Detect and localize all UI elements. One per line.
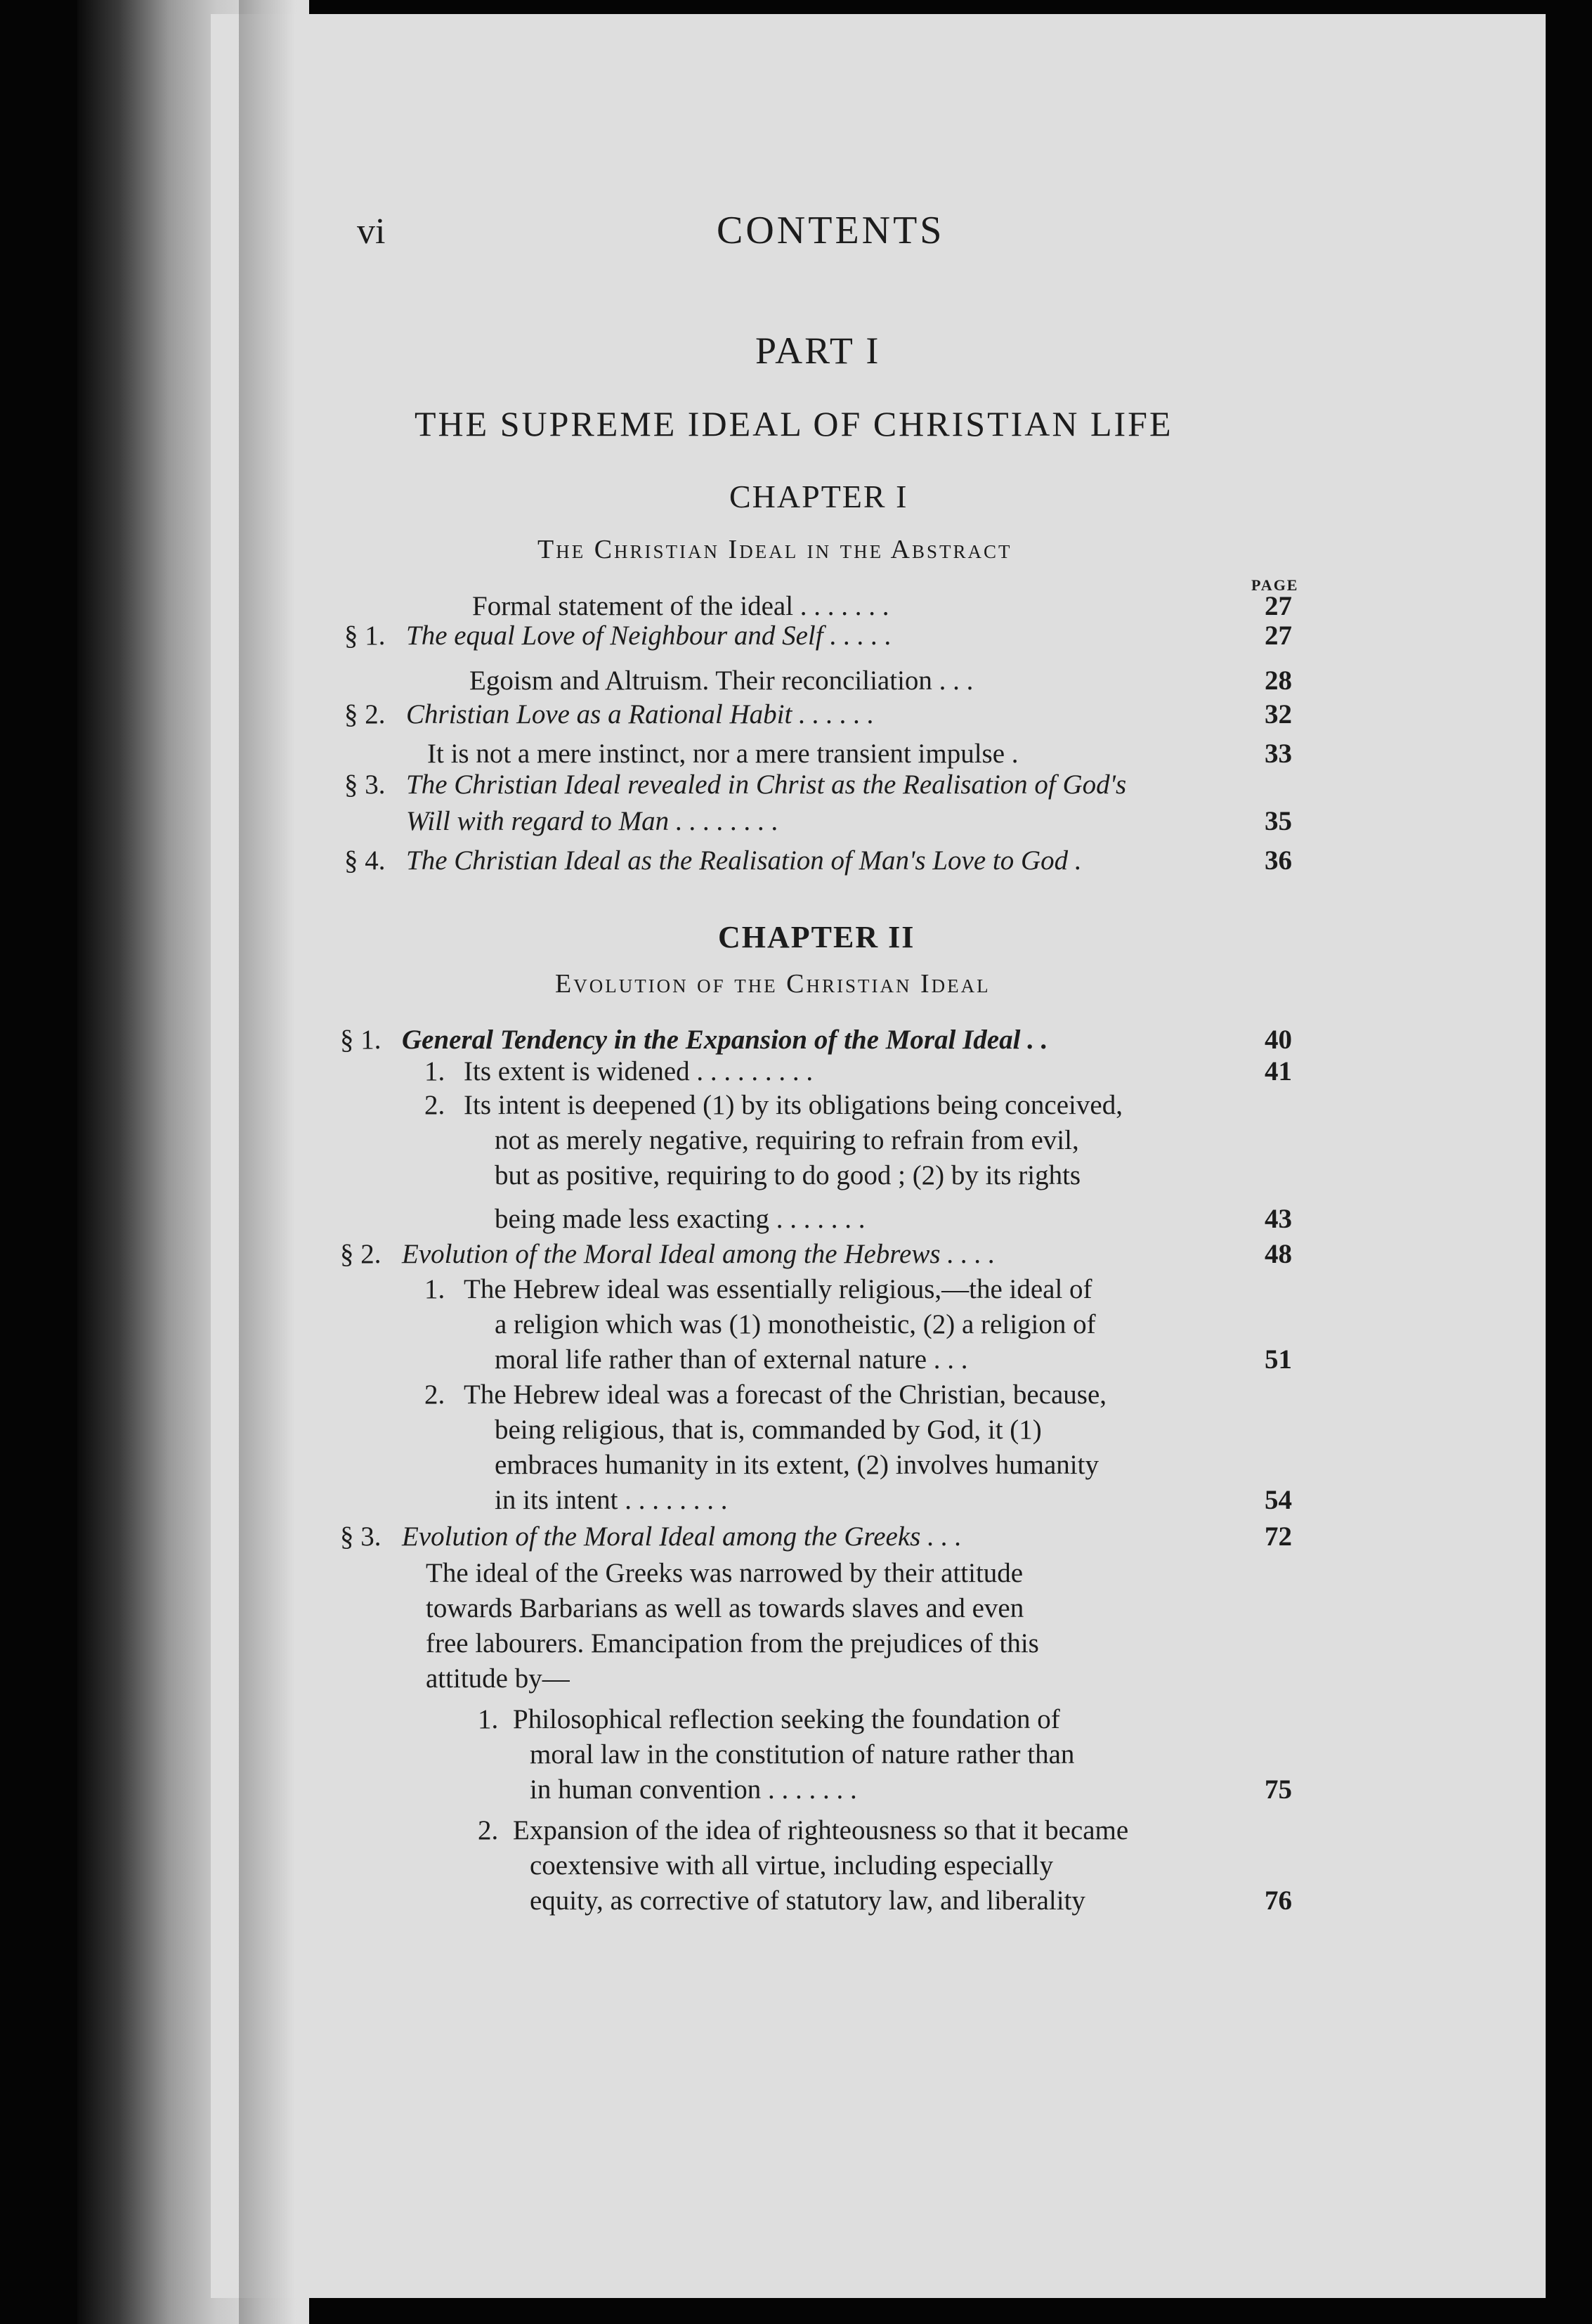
entry-page-number: 28 — [1265, 666, 1292, 696]
entry-text: Evolution of the Moral Ideal among the Greeks . . . — [402, 1521, 962, 1552]
chapter-2-entry — [0, 1448, 1592, 1483]
entry-text: Its extent is widened . . . . . . . . . — [464, 1056, 814, 1086]
chapter-1-title: CHAPTER I — [729, 479, 908, 514]
entry-text: Evolution of the Moral Ideal among the Hebrews . . . . — [402, 1239, 996, 1269]
entry-section-mark: § 1. — [344, 621, 386, 651]
running-head: CONTENTS — [717, 209, 945, 252]
entry-section-mark: 1. — [424, 1274, 445, 1304]
chapter-2-entry — [0, 1202, 1592, 1237]
entry-section-mark: § 4. — [344, 845, 386, 876]
chapter-2-entry — [0, 1307, 1592, 1342]
chapter-2-entry — [0, 1883, 1592, 1919]
chapter-2-entry — [0, 1556, 1592, 1591]
entry-text: a religion which was (1) monotheistic, (2) a religion of — [495, 1309, 1096, 1339]
entry-text: General Tendency in the Expansion of the Moral Ideal . . — [402, 1025, 1048, 1055]
chapter-2-entry — [0, 1342, 1592, 1377]
entry-text: but as positive, requiring to do good ; (2) by its rights — [495, 1160, 1081, 1190]
page-column-header: PAGE — [1251, 576, 1299, 594]
entry-text: coextensive with all virtue, including especially — [530, 1850, 1054, 1881]
entry-page-number: 33 — [1265, 739, 1292, 769]
entry-page-number: 48 — [1265, 1239, 1292, 1269]
part-heading: PART I — [755, 330, 881, 372]
entry-text: in its intent . . . . . . . . — [495, 1485, 728, 1515]
entry-text: being made less exacting . . . . . . . — [495, 1204, 866, 1234]
chapter-2-entry — [0, 1413, 1592, 1448]
chapter-2-subtitle: Evolution of the Christian Ideal — [555, 969, 991, 999]
entry-section-mark: § 3. — [340, 1521, 381, 1552]
entry-text: Its intent is deepened (1) by its obligations being conceived, — [464, 1090, 1123, 1120]
entry-page-number: 72 — [1265, 1521, 1292, 1552]
entry-section-mark: § 1. — [340, 1025, 381, 1055]
entry-text: The ideal of the Greeks was narrowed by their attitude — [426, 1558, 1024, 1588]
entry-page-number: 41 — [1265, 1056, 1292, 1086]
entry-text: Egoism and Altruism. Their reconciliation . . . — [469, 666, 974, 696]
entry-page-number: 35 — [1265, 806, 1292, 836]
chapter-1-entry — [0, 663, 1592, 699]
chapter-2-entry — [0, 1626, 1592, 1661]
chapter-2-entry — [0, 1483, 1592, 1518]
chapter-2-entry — [0, 1519, 1592, 1554]
entry-section-mark: 2. — [478, 1815, 499, 1845]
chapter-2-entry — [0, 1123, 1592, 1158]
entry-page-number: 54 — [1265, 1485, 1292, 1515]
entry-text: not as merely negative, requiring to refrain from evil, — [495, 1125, 1079, 1155]
chapter-2-entry — [0, 1661, 1592, 1696]
entry-section-mark: 1. — [478, 1704, 499, 1734]
entry-text: equity, as corrective of statutory law, and liberality — [530, 1885, 1085, 1916]
entry-page-number: 75 — [1265, 1774, 1292, 1805]
entry-text: attitude by— — [426, 1663, 570, 1694]
part-title: THE SUPREME IDEAL OF CHRISTIAN LIFE — [415, 404, 1173, 443]
chapter-1-entry — [0, 697, 1592, 732]
entry-text: The Hebrew ideal was essentially religious,—the ideal of — [464, 1274, 1092, 1304]
entry-page-number: 27 — [1265, 621, 1292, 651]
entry-text: Will with regard to Man . . . . . . . . — [406, 806, 779, 836]
chapter-2-entry — [0, 1737, 1592, 1772]
chapter-2-entry — [0, 1848, 1592, 1883]
entry-page-number: 76 — [1265, 1885, 1292, 1916]
entry-section-mark: 2. — [424, 1090, 445, 1120]
entry-text: free labourers. Emancipation from the prejudices of this — [426, 1628, 1039, 1658]
entry-text: The Hebrew ideal was a forecast of the Christian, because, — [464, 1380, 1107, 1410]
entry-section-mark: 2. — [424, 1380, 445, 1410]
entry-section-mark: § 3. — [344, 770, 386, 800]
entry-text: Christian Love as a Rational Habit . . . . . . — [406, 699, 875, 729]
entry-section-mark: § 2. — [340, 1239, 381, 1269]
entry-page-number: 51 — [1265, 1344, 1292, 1375]
entry-page-number: 40 — [1265, 1025, 1292, 1055]
chapter-2-entry — [0, 1023, 1592, 1058]
entry-text: Expansion of the idea of righteousness so that it became — [513, 1815, 1129, 1845]
chapter-2-entry — [0, 1772, 1592, 1807]
chapter-2-entry — [0, 1088, 1592, 1123]
chapter-1-entry — [0, 618, 1592, 654]
entry-text: embraces humanity in its extent, (2) involves humanity — [495, 1450, 1099, 1480]
entry-text: The equal Love of Neighbour and Self . . . . . — [406, 621, 892, 651]
chapter-2-entry — [0, 1158, 1592, 1193]
entry-text: being religious, that is, commanded by God, it (1) — [495, 1415, 1042, 1445]
chapter-2-entry — [0, 1591, 1592, 1626]
entry-text: It is not a mere instinct, nor a mere transient impulse . — [427, 739, 1019, 769]
entry-text: Philosophical reflection seeking the foundation of — [513, 1704, 1060, 1734]
chapter-2-entry — [0, 1237, 1592, 1272]
entry-text: moral life rather than of external nature . . . — [495, 1344, 968, 1375]
entry-text: Formal statement of the ideal . . . . . . . — [472, 591, 889, 621]
chapter-1-subtitle: The Christian Ideal in the Abstract — [537, 535, 1012, 564]
chapter-1-entry — [0, 736, 1592, 772]
folio-number: vi — [357, 212, 386, 252]
entry-section-mark: 1. — [424, 1056, 445, 1086]
entry-text: towards Barbarians as well as towards slaves and even — [426, 1593, 1024, 1623]
entry-section-mark: § 2. — [344, 699, 386, 729]
entry-text: The Christian Ideal revealed in Christ as the Realisation of God's — [406, 770, 1127, 800]
entry-page-number: 27 — [1265, 591, 1292, 621]
chapter-1-entry — [0, 767, 1592, 803]
entry-text: moral law in the constitution of nature rather than — [530, 1739, 1075, 1770]
chapter-2-entry — [0, 1054, 1592, 1089]
chapter-2-title: CHAPTER II — [718, 920, 915, 954]
entry-page-number: 32 — [1265, 699, 1292, 729]
entry-text: in human convention . . . . . . . — [530, 1774, 857, 1805]
chapter-2-entry — [0, 1377, 1592, 1413]
entry-page-number: 43 — [1265, 1204, 1292, 1234]
chapter-2-entry — [0, 1272, 1592, 1307]
entry-text: The Christian Ideal as the Realisation of Man's Love to God . — [406, 845, 1082, 876]
chapter-2-entry — [0, 1702, 1592, 1737]
chapter-2-entry — [0, 1813, 1592, 1848]
chapter-1-entry — [0, 843, 1592, 878]
chapter-1-entry — [0, 804, 1592, 839]
entry-page-number: 36 — [1265, 845, 1292, 876]
